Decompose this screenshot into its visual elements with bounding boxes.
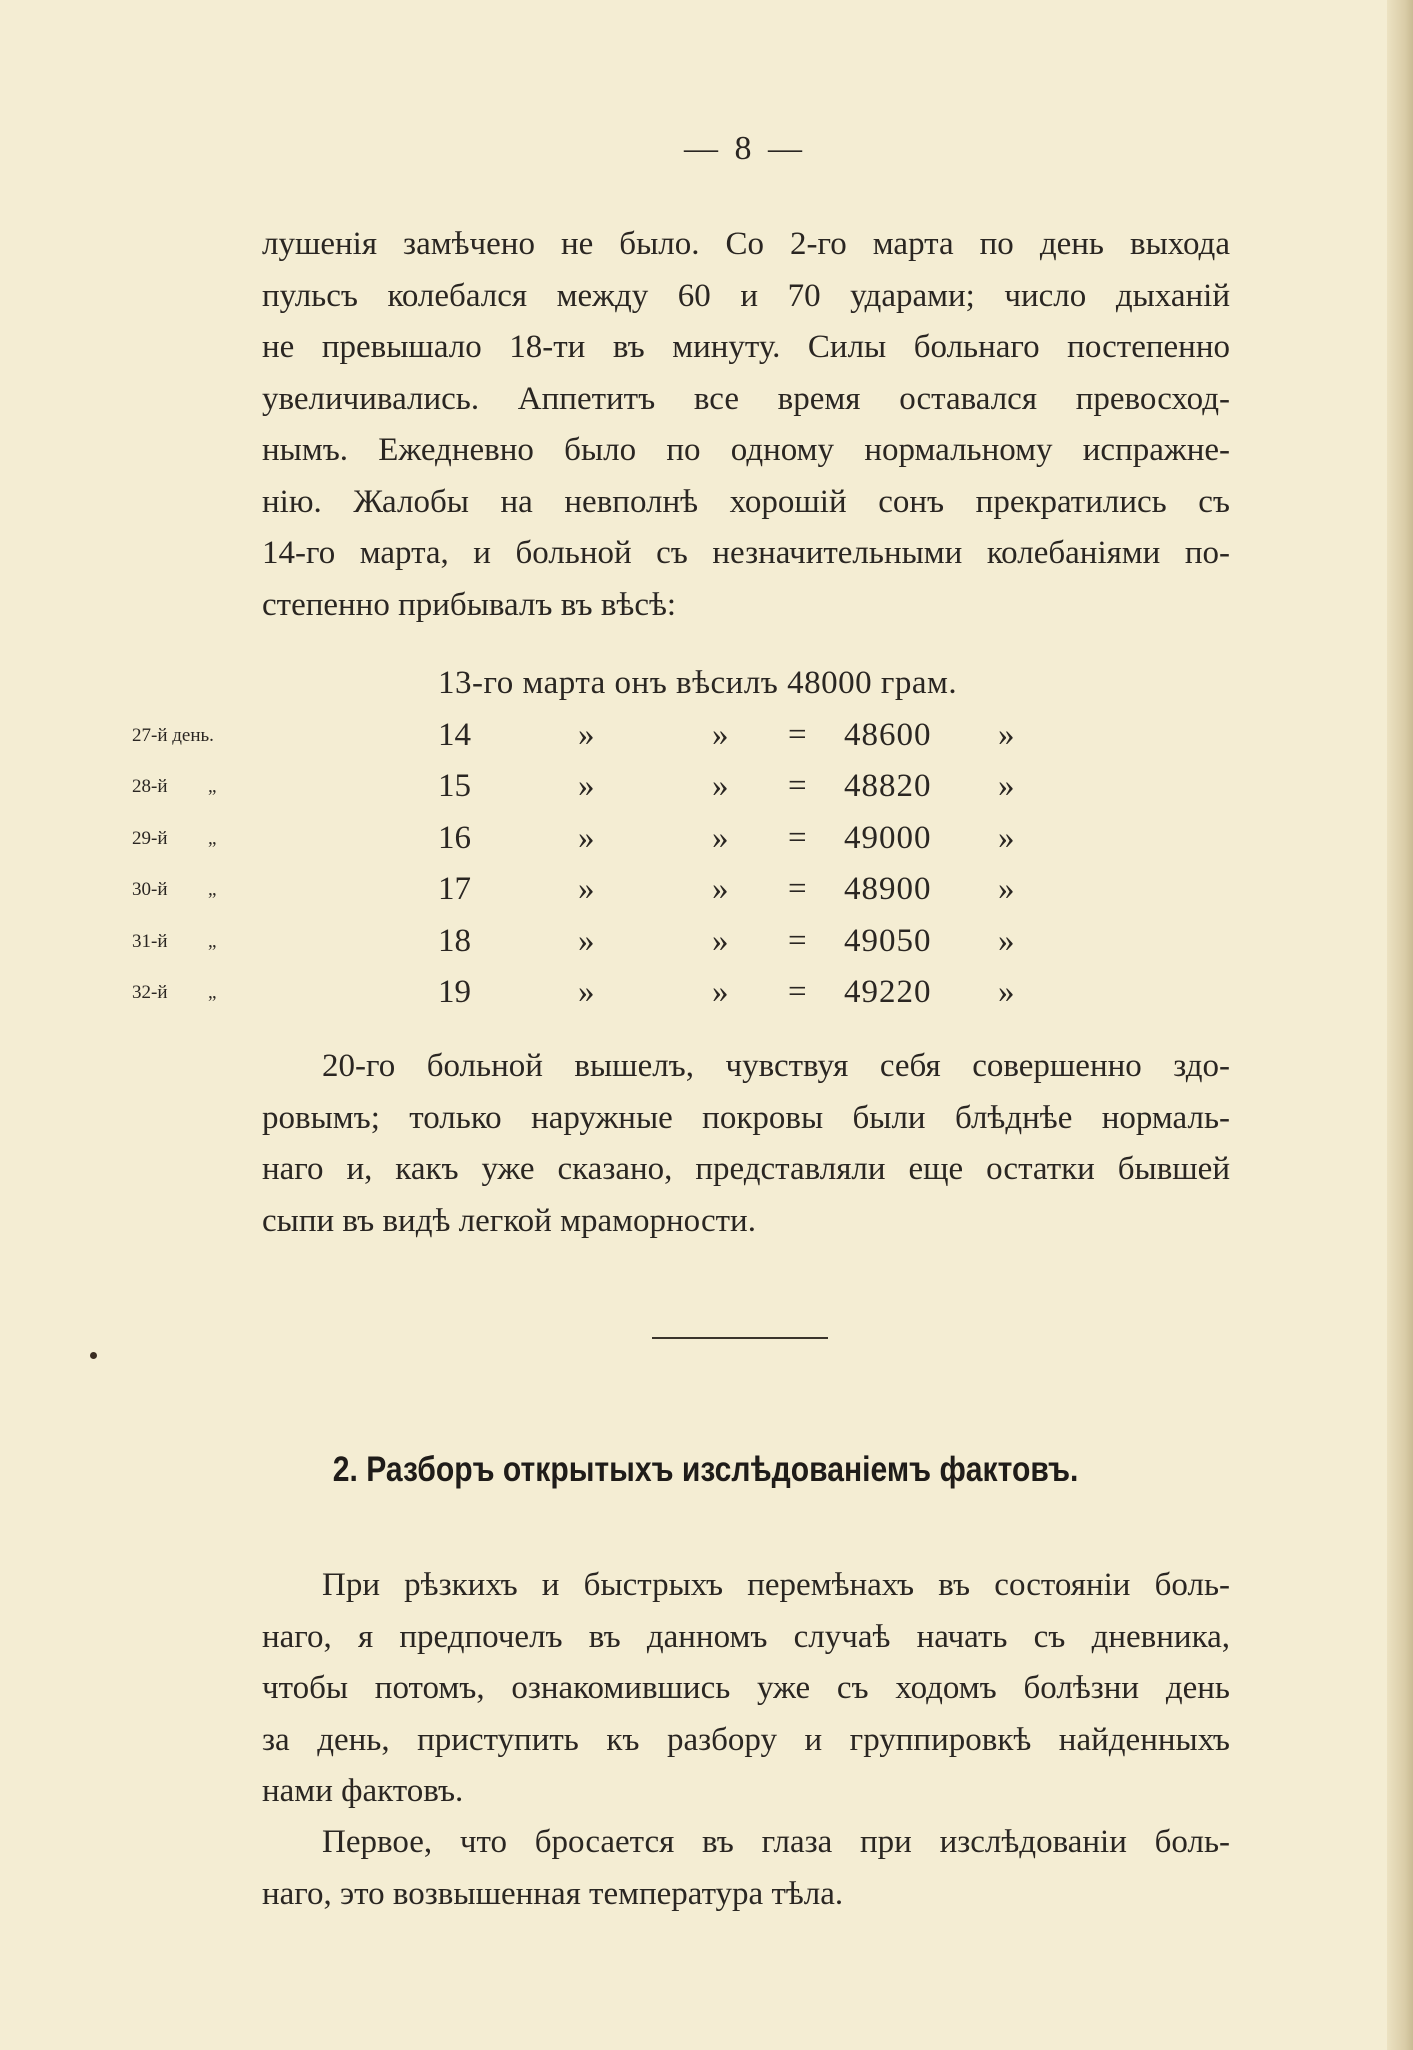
text-line: пульсъ колебался между 60 и 70 ударами; число дыханій [262,277,1230,314]
weight-row [0,761,1413,813]
weight-date: 15 [438,768,471,804]
text-line: Первое, что бросается въ глаза при изслѣдованіи боль- [322,1824,1230,1860]
text-line: наго, это возвышенная температура тѣла. [262,1875,844,1912]
ditto-mark: » [712,871,729,907]
text-line: 20-го больной вышелъ, чувствуя себя совершенно здо- [322,1048,1230,1084]
weight-row [0,864,1413,916]
text-line: не превышало 18-ти въ минуту. Силы больнаго постепенно [262,329,1230,365]
text-line: наго, я предпочелъ въ данномъ случаѣ начать съ дневника, [262,1618,1230,1655]
text-line: нымъ. Ежедневно было по одному нормальному испражне- [262,432,1230,468]
day-ditto-mark: „ [208,930,217,952]
ditto-mark: » [998,716,1015,753]
weight-value: 48600 [844,716,932,753]
ditto-mark: » [712,819,729,856]
ditto-mark: » [578,819,595,856]
weight-value: 49050 [844,922,932,959]
ditto-mark: » [578,974,595,1010]
weight-value: 48900 [844,871,932,907]
ditto-mark: » [998,871,1015,907]
ditto-mark: » [712,974,729,1010]
ditto-mark: » [578,871,595,907]
day-label: 30-й [132,879,168,900]
day-label: 32-й [132,982,168,1003]
paragraph-4 [262,1817,1230,1920]
text-line: за день, приступить къ разбору и группировкѣ найденныхъ [262,1721,1230,1758]
weight-row [0,916,1413,968]
ditto-mark: » [578,716,595,753]
ditto-mark: » [712,768,729,804]
equals-sign: = [788,819,807,856]
text-line: ровымъ; только наружные покровы были блѣднѣе нормаль- [262,1099,1230,1136]
day-ditto-mark: „ [208,827,217,849]
text-line: наго и, какъ уже сказано, представляли еще остатки бывшей [262,1151,1230,1187]
page-number: — 8 — [684,130,806,167]
paragraph-2 [262,1041,1230,1247]
weight-row [0,813,1413,865]
section-divider [652,1337,828,1339]
weight-row-header [0,658,1413,710]
paragraph-1 [262,219,1230,631]
ditto-mark: » [578,922,595,959]
equals-sign: = [788,716,807,753]
weight-value: 49000 [844,819,932,856]
weight-date: 17 [438,871,471,907]
weight-date: 14 [438,716,471,753]
equals-sign: = [788,974,807,1010]
weight-row [0,710,1413,762]
weight-first-line: 13-го марта онъ вѣсилъ 48000 грам. [438,665,958,701]
equals-sign: = [788,922,807,959]
weight-date: 19 [438,974,471,1010]
text-line: степенно прибывалъ въ вѣсѣ: [262,586,677,623]
text-line: сыпи въ видѣ легкой мраморности. [262,1202,756,1239]
weight-table [0,658,1413,1019]
section-heading: 2. Разборъ открытыхъ изслѣдованіемъ фактовъ. [332,1450,1079,1489]
ditto-mark: » [578,768,595,804]
text-line: При рѣзкихъ и быстрыхъ перемѣнахъ въ состояніи боль- [322,1567,1230,1603]
ditto-mark: » [712,922,729,959]
day-label: 27-й день. [132,724,214,746]
text-line: нами фактовъ. [262,1773,464,1809]
day-label: 28-й [132,776,168,797]
text-line: лушенія замѣчено не было. Со 2-го марта по день выхода [262,226,1230,262]
ditto-mark: » [998,819,1015,856]
day-ditto-mark: „ [208,776,217,797]
ditto-mark: » [998,768,1015,804]
day-label: 29-й [132,827,168,849]
weight-row [0,967,1413,1019]
text-line: увеличивались. Аппетитъ все время оставался превосход- [262,380,1230,417]
ditto-mark: » [998,922,1015,959]
weight-value: 48820 [844,768,932,804]
ink-speck [90,1352,97,1359]
weight-date: 16 [438,819,471,856]
day-label: 31-й [132,930,168,952]
weight-value: 49220 [844,974,932,1010]
equals-sign: = [788,871,807,907]
day-ditto-mark: „ [208,982,217,1003]
paragraph-3 [262,1560,1230,1818]
text-line: 14-го марта, и больной съ незначительными колебаніями по- [262,535,1230,571]
text-line: чтобы потомъ, ознакомившись уже съ ходомъ болѣзни день [262,1670,1230,1706]
ditto-mark: » [712,716,729,753]
page-edge-shadow [1387,0,1413,2050]
text-line: нію. Жалобы на невполнѣ хорошій сонъ прекратились съ [262,483,1230,520]
ditto-mark: » [998,974,1015,1010]
weight-date: 18 [438,922,471,959]
day-ditto-mark: „ [208,879,217,900]
equals-sign: = [788,768,807,804]
